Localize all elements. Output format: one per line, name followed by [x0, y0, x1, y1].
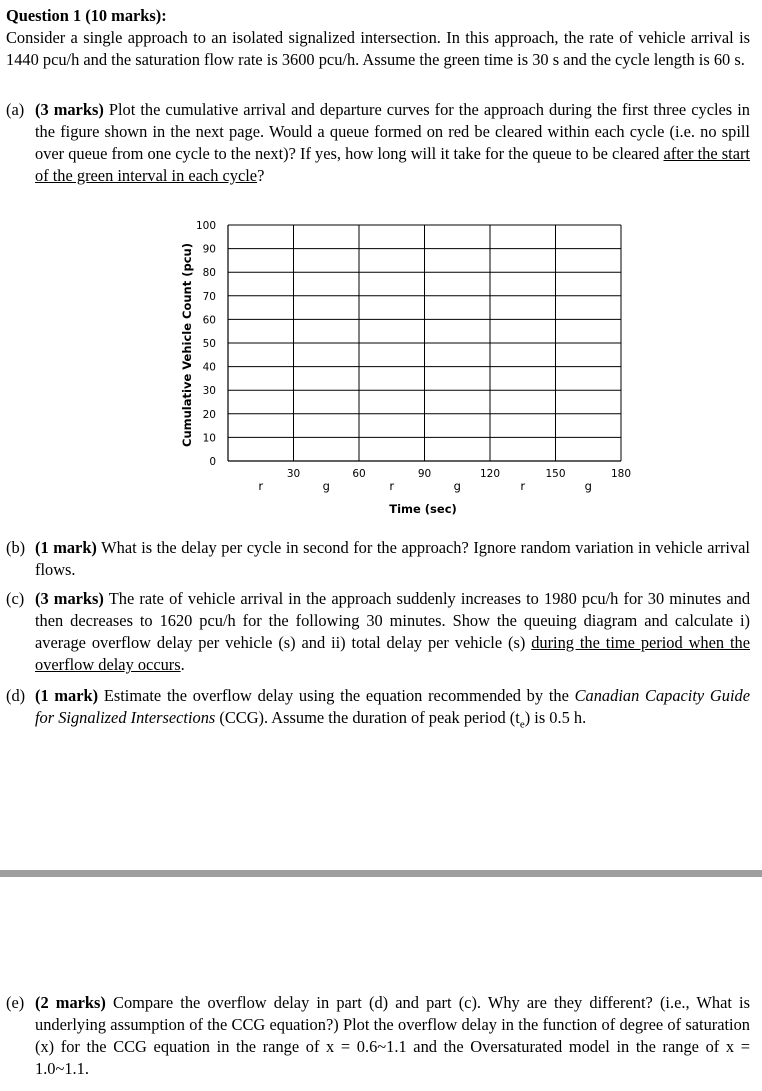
part-a-body: Plot the cumulative arrival and departure curves for the approach during the first three cycles in the figure shown in the next page. Would a queue formed on red be cleared within each cycle (i.e. no spill over queue from one cycle to the next)? If yes, how long will it take for the queue to be cleared	[35, 100, 750, 163]
part-b-label: (b)	[6, 538, 26, 557]
part-d-marks: (1 mark)	[35, 686, 99, 705]
part-c-marks: (3 marks)	[35, 589, 104, 608]
chart-y-axis-label: Cumulative Vehicle Count (pcu)	[180, 243, 194, 447]
part-e-body: Compare the overflow delay in part (d) and part (c). Why are they different? (i.e., What is underlying assumption of the CCG equation?) Plot the overflow delay in the function of degree of saturation (x) for the CCG equation in the range of x = 0.6~1.1 and the Oversaturated model in the range of x = 1.0~1.1.	[35, 993, 750, 1078]
chart-phase-label: r	[389, 479, 395, 493]
part-e-marks: (2 marks)	[35, 993, 106, 1012]
chart-phase-labels	[258, 479, 592, 493]
chart-phase-label: r	[258, 479, 264, 493]
chart-y-tick-label: 40	[202, 361, 216, 374]
part-d-subscript: e	[519, 718, 525, 731]
part-d-text	[35, 685, 750, 735]
chart-x-tick-label: 120	[479, 468, 501, 480]
part-b-body: What is the delay per cycle in second for the approach? Ignore random variation in vehicle arrival flows.	[35, 538, 750, 579]
part-a-underlined: after the start of the green interval in each cycle	[35, 144, 750, 185]
chart-y-tick-label: 10	[202, 432, 216, 445]
question-intro: Consider a single approach to an isolated signalized intersection. In this approach, the rate of vehicle arrival is 1440 pcu/h and the saturation flow rate is 3600 pcu/h. Assume the green time is 30 s and the cycle length is 60 s.	[6, 28, 750, 69]
part-a-end: ?	[257, 166, 265, 185]
part-d-body-2: (CCG). Assume the duration of peak period (t	[219, 708, 520, 727]
page-divider	[0, 870, 762, 877]
chart-x-tick-label: 90	[417, 468, 432, 480]
part-b-marks: (1 mark)	[35, 538, 97, 557]
chart-y-tick-label: 0	[209, 456, 216, 468]
part-d-label: (d)	[6, 686, 26, 705]
chart-y-tick-label: 20	[202, 408, 216, 421]
chart-phase-label: g	[453, 479, 461, 493]
part-b	[6, 537, 750, 581]
part-c-label: (c)	[6, 589, 25, 608]
part-c-text	[35, 588, 750, 676]
part-a-label: (a)	[6, 100, 25, 119]
chart-y-tick-label: 80	[202, 267, 216, 280]
part-c-underlined: during the time period when the overflow delay occurs	[35, 633, 751, 674]
part-d-body-3: ) is 0.5 h.	[524, 708, 587, 727]
chart-y-tick-label: 90	[202, 243, 216, 256]
chart-y-tick-label: 30	[202, 385, 216, 398]
part-a-text	[35, 99, 750, 187]
question-title: Question 1 (10 marks):	[6, 6, 167, 25]
chart-x-tick-label: 60	[352, 468, 366, 480]
part-e-label: (e)	[6, 993, 25, 1012]
part-b-text	[35, 537, 750, 581]
chart-y-tick-labels	[196, 220, 216, 468]
chart-phase-label: g	[322, 479, 330, 493]
cumulative-count-chart	[160, 210, 640, 520]
chart-x-tick-label: 180	[610, 468, 632, 480]
part-a	[6, 99, 750, 187]
chart-y-tick-label: 100	[195, 220, 216, 232]
part-e	[6, 992, 750, 1080]
chart-x-tick-label: 30	[286, 468, 301, 480]
chart-grid	[228, 225, 621, 461]
chart-y-tick-label: 60	[202, 314, 216, 327]
part-c-end: .	[180, 655, 185, 674]
chart-y-tick-label: 70	[202, 290, 216, 303]
part-e-text	[35, 992, 750, 1080]
part-c	[6, 588, 750, 676]
chart-phase-label: r	[520, 479, 526, 493]
part-d-guide-title: Canadian Capacity Guide for Signalized Intersections	[35, 686, 750, 727]
chart-x-axis-label: Time (sec)	[389, 502, 457, 516]
part-d-body-1: Estimate the overflow delay using the equation recommended by the	[103, 686, 569, 705]
part-a-marks: (3 marks)	[35, 100, 104, 119]
part-c-body: The rate of vehicle arrival in the approach suddenly increases to 1980 pcu/h for 30 minutes and then decreases to 1620 pcu/h for the following 30 minutes. Show the queuing diagram and calculate i) average overflow delay per vehicle (s) and ii) total delay per vehicle (s)	[35, 589, 751, 652]
chart-y-tick-label: 50	[202, 338, 216, 350]
chart-x-tick-label: 150	[545, 468, 566, 480]
part-d	[6, 685, 750, 735]
question-block	[6, 5, 750, 71]
chart-phase-label: g	[584, 479, 592, 493]
